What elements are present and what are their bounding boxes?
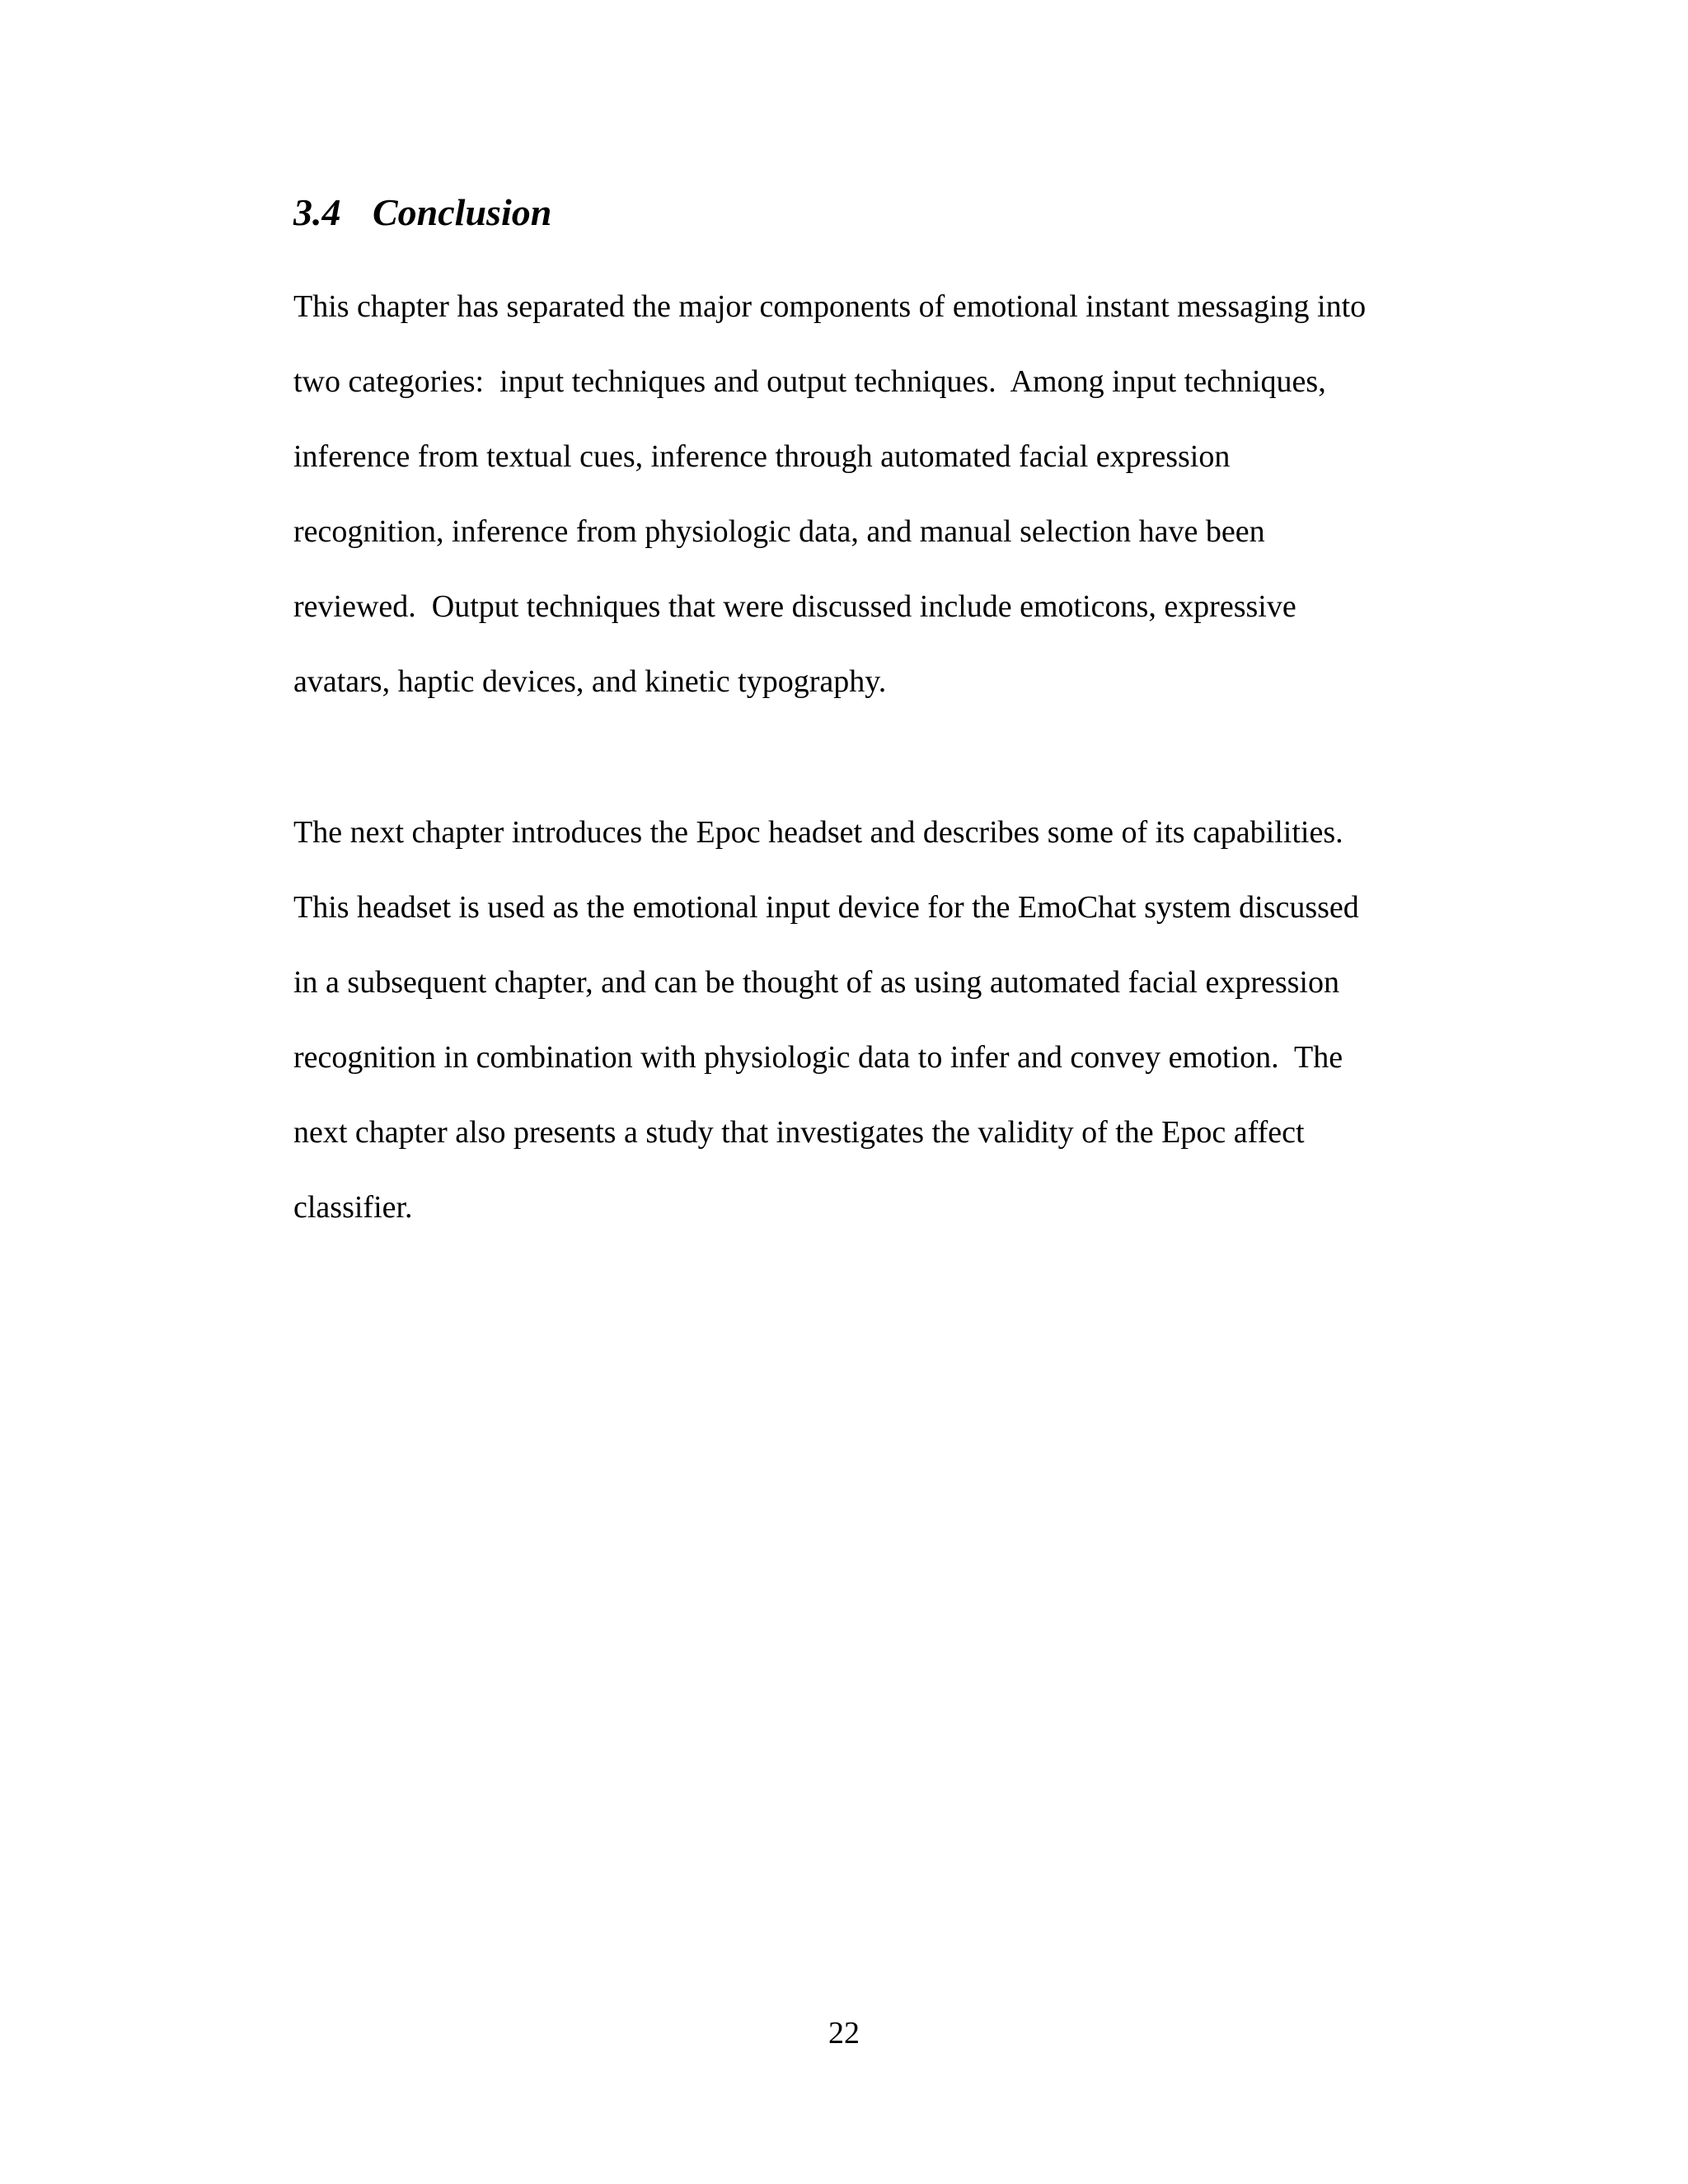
text-line: two categories: input techniques and output techniques. Among input techniques, xyxy=(293,364,1326,400)
text-line: The next chapter introduces the Epoc headset and describes some of its capabilities. xyxy=(293,815,1343,851)
text-line: This headset is used as the emotional input device for the EmoChat system discussed xyxy=(293,890,1359,926)
text-line: inference from textual cues, inference through automated facial expression xyxy=(293,439,1231,475)
text-line: recognition in combination with physiologic data to infer and convey emotion. The xyxy=(293,1040,1343,1076)
section-heading xyxy=(293,190,1431,235)
page-number: 22 xyxy=(828,2016,860,2050)
text-line: This chapter has separated the major components of emotional instant messaging into xyxy=(293,289,1367,325)
page-content xyxy=(293,190,1431,1245)
text-line: reviewed. Output techniques that were discussed include emoticons, expressive xyxy=(293,589,1296,625)
paragraph-spacer xyxy=(293,719,1431,795)
text-line: next chapter also presents a study that investigates the validity of the Epoc affect xyxy=(293,1115,1305,1151)
paragraph-2 xyxy=(293,795,1431,1245)
section-title: Conclusion xyxy=(373,191,552,233)
text-line: avatars, haptic devices, and kinetic typography. xyxy=(293,664,887,700)
section-number: 3.4 xyxy=(293,191,341,233)
text-line: recognition, inference from physiologic data, and manual selection have been xyxy=(293,514,1265,550)
text-line: in a subsequent chapter, and can be thought of as using automated facial expression xyxy=(293,965,1339,1001)
text-line: classifier. xyxy=(293,1190,413,1226)
paragraph-1 xyxy=(293,269,1431,719)
